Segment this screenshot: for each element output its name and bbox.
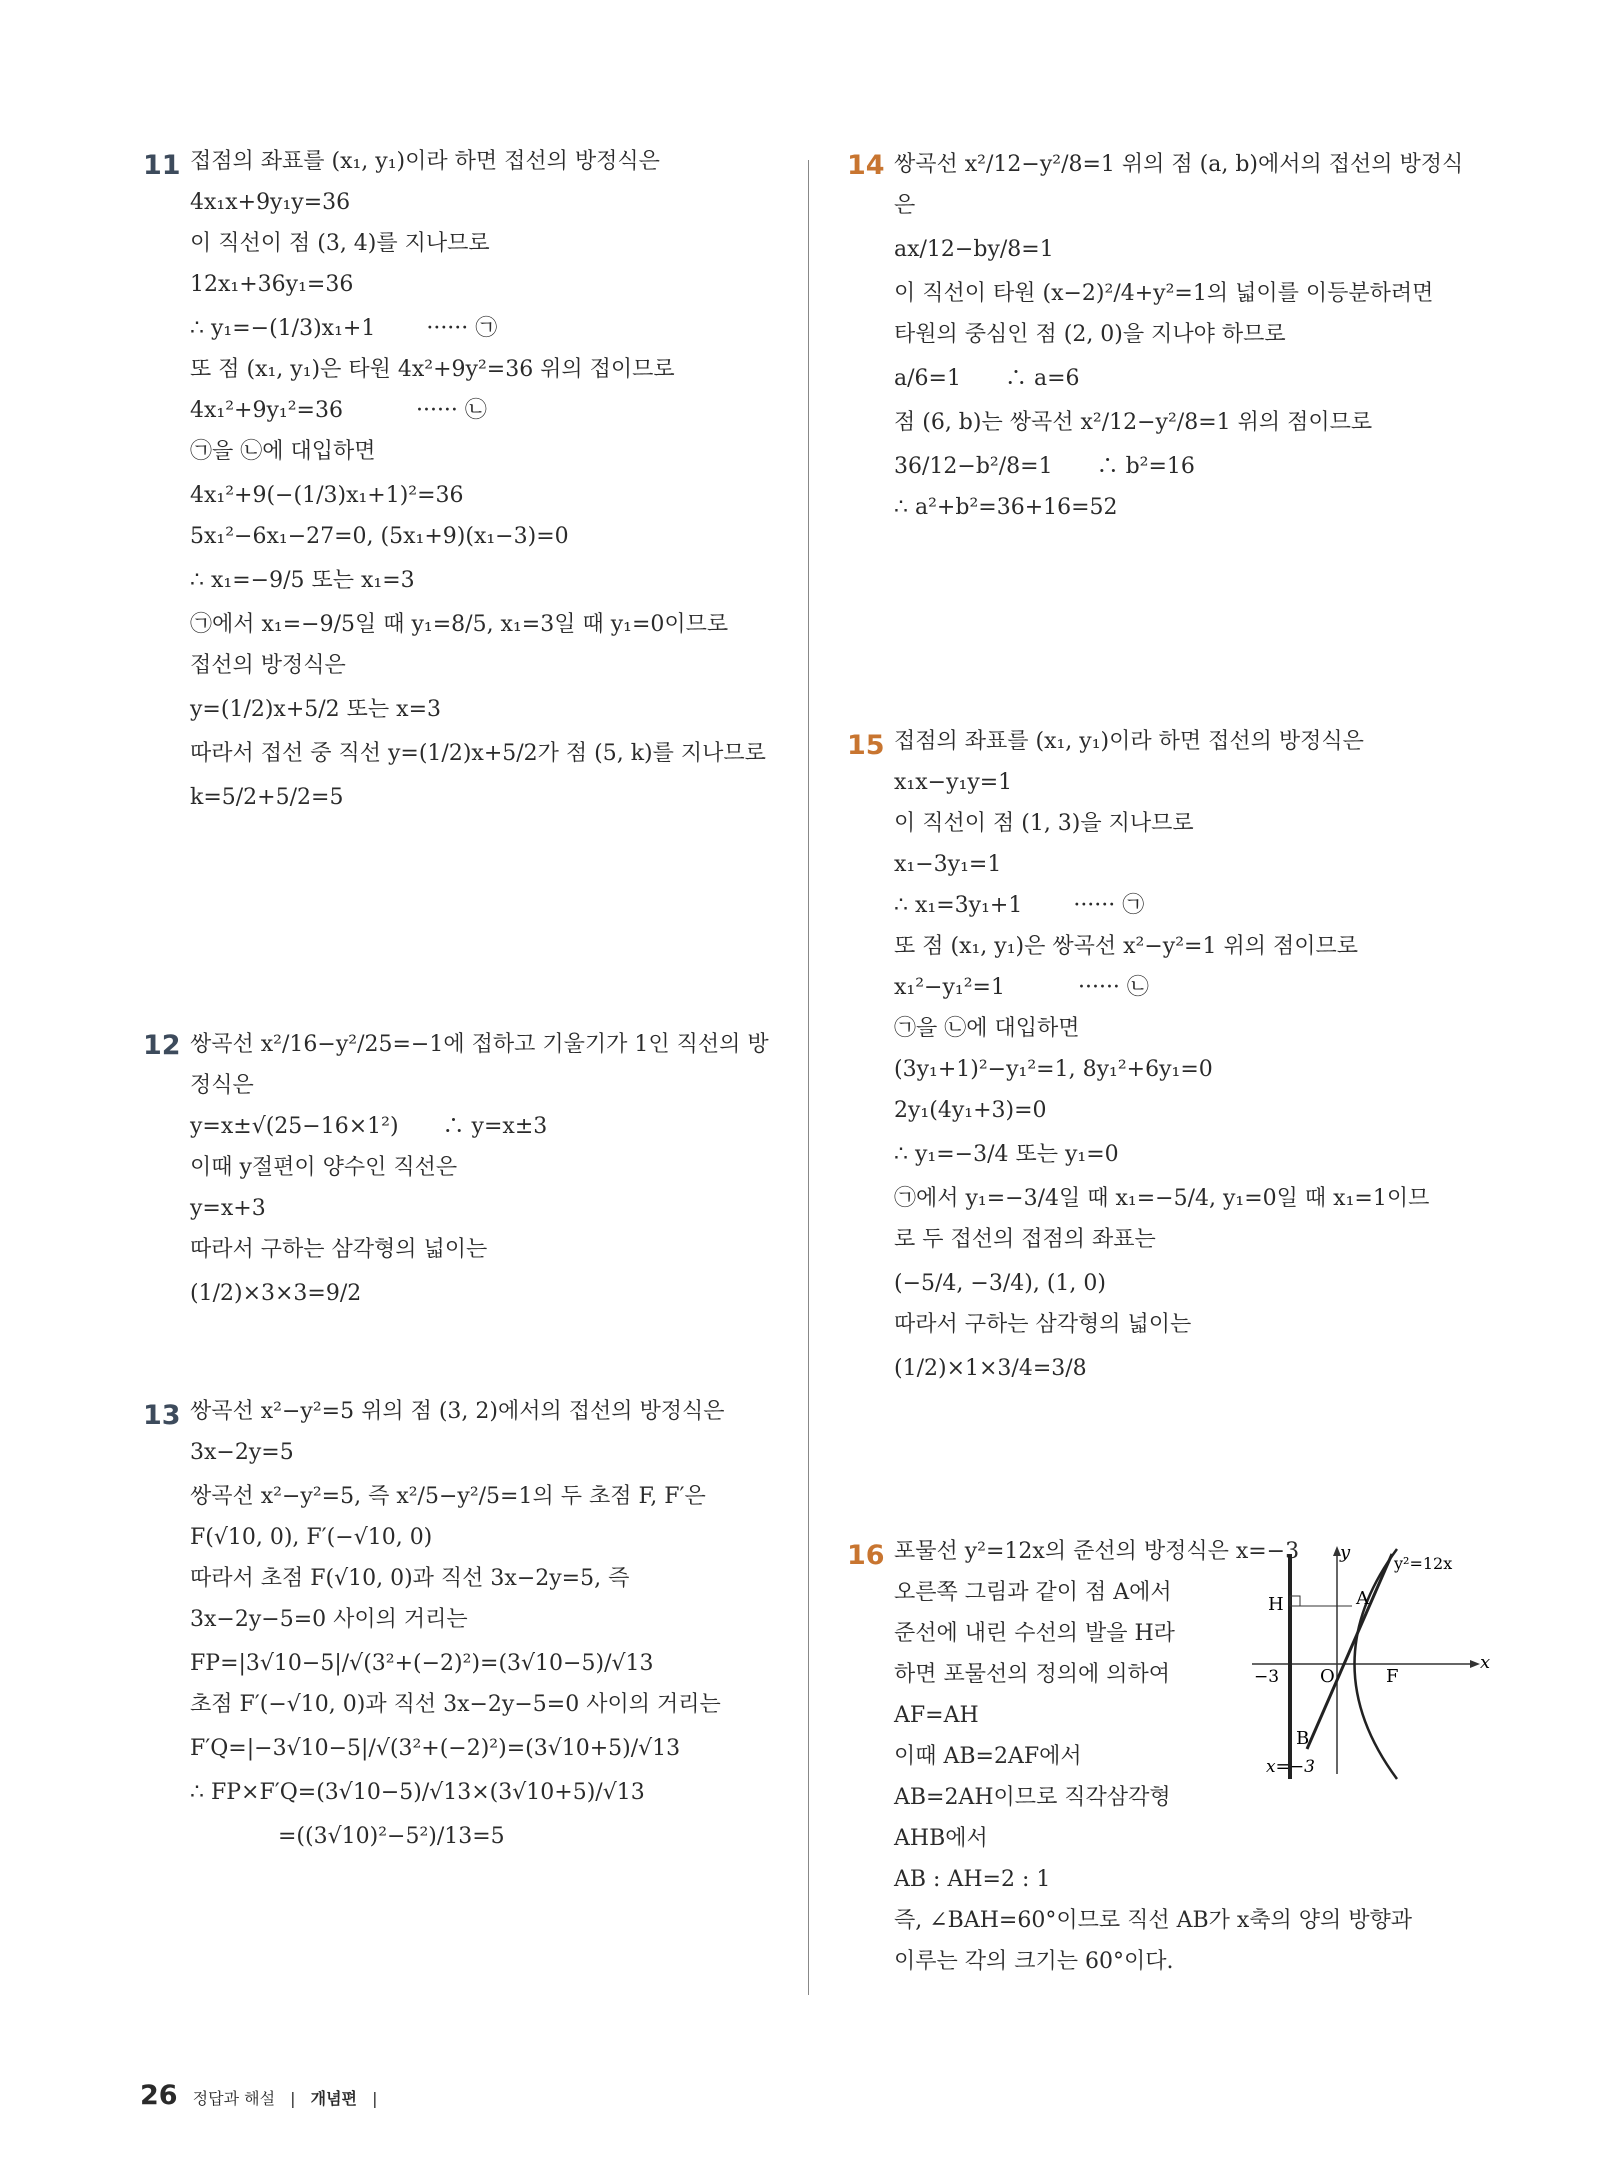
solution-line: y=(1/2)x+5/2 또는 x=3 bbox=[190, 697, 442, 722]
solution-line: ㉠에서 y₁=−3/4일 때 x₁=−5/4, y₁=0일 때 x₁=1이므 bbox=[894, 1186, 1430, 1211]
solution-line: F(√10, 0), F′(−√10, 0) bbox=[190, 1525, 433, 1550]
point-a-label: A bbox=[1356, 1588, 1369, 1609]
solution-14 bbox=[894, 150, 1492, 520]
solution-line: 이 직선이 타원 (x−2)²/4+y²=1의 넓이를 이등분하려면 bbox=[894, 281, 1434, 306]
x-axis-label: x bbox=[1480, 1652, 1491, 1673]
solution-line: (1/2)×3×3=9/2 bbox=[190, 1281, 362, 1306]
solution-line: F′Q=|−3√10−5|/√(3²+(−2)²)=(3√10+5)/√13 bbox=[190, 1736, 681, 1761]
solution-line: ㉠을 ㉡에 대입하면 bbox=[190, 439, 376, 464]
solution-line: 타원의 중심인 점 (2, 0)을 지나야 하므로 bbox=[894, 322, 1286, 347]
solution-line: 포물선 y²=12x의 준선의 방정식은 x=−3 bbox=[894, 1539, 1300, 1564]
solution-line: 이때 AB=2AF에서 bbox=[894, 1744, 1082, 1769]
solution-11 bbox=[190, 150, 788, 813]
solution-line: 초점 F′(−√10, 0)과 직선 3x−2y−5=0 사이의 거리는 bbox=[190, 1692, 721, 1717]
origin-label: O bbox=[1320, 1666, 1335, 1687]
solution-line: 준선에 내린 수선의 발을 H라 bbox=[894, 1621, 1175, 1646]
solution-line: 점 (6, b)는 쌍곡선 x²/12−y²/8=1 위의 점이므로 bbox=[894, 410, 1373, 435]
problem-number: 13 bbox=[143, 1400, 181, 1431]
solution-line: 쌍곡선 x²/12−y²/8=1 위의 점 (a, b)에서의 접선의 방정식 bbox=[894, 152, 1464, 177]
solution-line: (1/2)×1×3/4=3/8 bbox=[894, 1356, 1087, 1381]
problem-13 bbox=[143, 1399, 788, 1866]
footer-separator: | bbox=[290, 2089, 296, 2108]
solution-line: ∴ x₁=3y₁+1 ······ ㉠ bbox=[894, 893, 1145, 918]
solution-line: 정식은 bbox=[190, 1073, 254, 1098]
solution-line: 은 bbox=[894, 193, 916, 218]
solution-line: FP=|3√10−5|/√(3²+(−2)²)=(3√10−5)/√13 bbox=[190, 1651, 654, 1676]
solution-line: 또 점 (x₁, y₁)은 쌍곡선 x²−y²=1 위의 점이므로 bbox=[894, 934, 1358, 959]
solution-line: ∴ a²+b²=36+16=52 bbox=[894, 495, 1118, 520]
solution-line: (−5/4, −3/4), (1, 0) bbox=[894, 1271, 1106, 1296]
footer-section: 개념편 bbox=[310, 2089, 357, 2108]
solution-line: 쌍곡선 x²−y²=5 위의 점 (3, 2)에서의 접선의 방정식은 bbox=[190, 1399, 725, 1424]
solution-line: 4x₁²+9(−(1/3)x₁+1)²=36 bbox=[190, 483, 464, 508]
solution-line: 따라서 초점 F(√10, 0)과 직선 3x−2y=5, 즉 bbox=[190, 1566, 630, 1591]
footer-separator: | bbox=[372, 2089, 378, 2108]
solution-line: ax/12−by/8=1 bbox=[894, 237, 1054, 262]
solution-line: 2y₁(4y₁+3)=0 bbox=[894, 1098, 1047, 1123]
solution-line: AHB에서 bbox=[894, 1826, 988, 1851]
solution-line: ㉠을 ㉡에 대입하면 bbox=[894, 1016, 1080, 1041]
solution-line: 따라서 구하는 삼각형의 넓이는 bbox=[894, 1312, 1192, 1337]
problem-number: 15 bbox=[847, 730, 885, 761]
problem-12 bbox=[143, 1030, 788, 1323]
solution-line: (3y₁+1)²−y₁²=1, 8y₁²+6y₁=0 bbox=[894, 1057, 1213, 1082]
point-h-label: H bbox=[1268, 1594, 1284, 1615]
solution-line: x₁x−y₁y=1 bbox=[894, 770, 1013, 795]
solution-line: k=5/2+5/2=5 bbox=[190, 785, 344, 810]
solution-line: 12x₁+36y₁=36 bbox=[190, 272, 354, 297]
solution-line: 이 직선이 점 (1, 3)을 지나므로 bbox=[894, 811, 1194, 836]
solution-line: 이때 y절편이 양수인 직선은 bbox=[190, 1155, 458, 1180]
parabola-figure bbox=[1252, 1544, 1492, 1784]
problem-number: 14 bbox=[847, 150, 885, 181]
problem-number: 11 bbox=[143, 150, 181, 181]
point-f-label: F bbox=[1386, 1666, 1399, 1687]
solution-line: 이루는 각의 크기는 60°이다. bbox=[894, 1949, 1174, 1974]
solution-line: 접점의 좌표를 (x₁, y₁)이라 하면 접선의 방정식은 bbox=[894, 729, 1364, 754]
solution-line: 즉, ∠BAH=60°이므로 직선 AB가 x축의 양의 방향과 bbox=[894, 1908, 1413, 1933]
solution-line: y=x±√(25−16×1²) ∴ y=x±3 bbox=[190, 1114, 548, 1139]
problem-11 bbox=[143, 149, 788, 827]
solution-line: 3x−2y=5 bbox=[190, 1440, 294, 1465]
problem-14 bbox=[847, 150, 1492, 537]
solution-line: 이 직선이 점 (3, 4)를 지나므로 bbox=[190, 231, 490, 256]
directrix-label: x=−3 bbox=[1266, 1757, 1315, 1777]
solution-line: 접선의 방정식은 bbox=[190, 653, 346, 678]
solution-line: y=x+3 bbox=[190, 1196, 266, 1221]
solution-line: a/6=1 ∴ a=6 bbox=[894, 366, 1080, 391]
solution-line: 3x−2y−5=0 사이의 거리는 bbox=[190, 1607, 468, 1632]
solution-line: 또 점 (x₁, y₁)은 타원 4x²+9y²=36 위의 접이므로 bbox=[190, 357, 675, 382]
solution-line: ∴ y₁=−(1/3)x₁+1 ······ ㉠ bbox=[190, 316, 498, 341]
solution-line: ㉠에서 x₁=−9/5일 때 y₁=8/5, x₁=3일 때 y₁=0이므로 bbox=[190, 612, 729, 637]
solution-line: 따라서 구하는 삼각형의 넓이는 bbox=[190, 1237, 488, 1262]
solution-line: 5x₁²−6x₁−27=0, (5x₁+9)(x₁−3)=0 bbox=[190, 524, 569, 549]
solution-13 bbox=[190, 1400, 788, 1852]
solution-line: 로 두 접선의 접점의 좌표는 bbox=[894, 1227, 1156, 1252]
solution-line: 쌍곡선 x²/16−y²/25=−1에 접하고 기울기가 1인 직선의 방 bbox=[190, 1032, 769, 1057]
line-ab bbox=[1307, 1554, 1392, 1749]
problem-number: 12 bbox=[143, 1030, 181, 1061]
page-footer bbox=[140, 2080, 377, 2111]
x-axis-arrow-icon bbox=[1470, 1660, 1480, 1668]
solution-line: ∴ y₁=−3/4 또는 y₁=0 bbox=[894, 1142, 1119, 1167]
solution-line: AB=2AH이므로 직각삼각형 bbox=[894, 1785, 1171, 1810]
solution-line: 4x₁x+9y₁y=36 bbox=[190, 190, 351, 215]
problem-16 bbox=[847, 1539, 1492, 1991]
curve-label: y²=12x bbox=[1394, 1554, 1453, 1573]
page-number: 26 bbox=[140, 2080, 178, 2111]
solution-line: ∴ x₁=−9/5 또는 x₁=3 bbox=[190, 568, 415, 593]
solution-line: =((3√10)²−5²)/13=5 bbox=[190, 1824, 505, 1849]
minus-three-label: −3 bbox=[1254, 1667, 1280, 1687]
point-b-label: B bbox=[1296, 1728, 1310, 1749]
solution-line: 접점의 좌표를 (x₁, y₁)이라 하면 접선의 방정식은 bbox=[190, 149, 660, 174]
y-axis-label: y bbox=[1340, 1544, 1351, 1563]
column-divider bbox=[808, 160, 809, 1995]
solution-line: 4x₁²+9y₁²=36 ······ ㉡ bbox=[190, 398, 487, 423]
solution-line: 따라서 접선 중 직선 y=(1/2)x+5/2가 점 (5, k)를 지나므로 bbox=[190, 741, 766, 766]
solution-line: 36/12−b²/8=1 ∴ b²=16 bbox=[894, 454, 1195, 479]
solution-line: x₁²−y₁²=1 ······ ㉡ bbox=[894, 975, 1149, 1000]
solution-15 bbox=[894, 730, 1492, 1384]
solution-line: AF=AH bbox=[894, 1703, 979, 1728]
solution-line: AB : AH=2 : 1 bbox=[894, 1867, 1051, 1892]
footer-title: 정답과 해설 bbox=[192, 2089, 276, 2108]
solution-line: 쌍곡선 x²−y²=5, 즉 x²/5−y²/5=1의 두 초점 F, F′은 bbox=[190, 1484, 706, 1509]
solution-line: ∴ FP×F′Q=(3√10−5)/√13×(3√10+5)/√13 bbox=[190, 1780, 645, 1805]
problem-number: 16 bbox=[847, 1540, 885, 1571]
solution-line: 오른쪽 그림과 같이 점 A에서 bbox=[894, 1580, 1172, 1605]
problem-15 bbox=[847, 729, 1492, 1398]
solution-line: 하면 포물선의 정의에 의하여 bbox=[894, 1662, 1171, 1687]
solution-line: x₁−3y₁=1 bbox=[894, 852, 1002, 877]
solution-12 bbox=[190, 1030, 788, 1309]
